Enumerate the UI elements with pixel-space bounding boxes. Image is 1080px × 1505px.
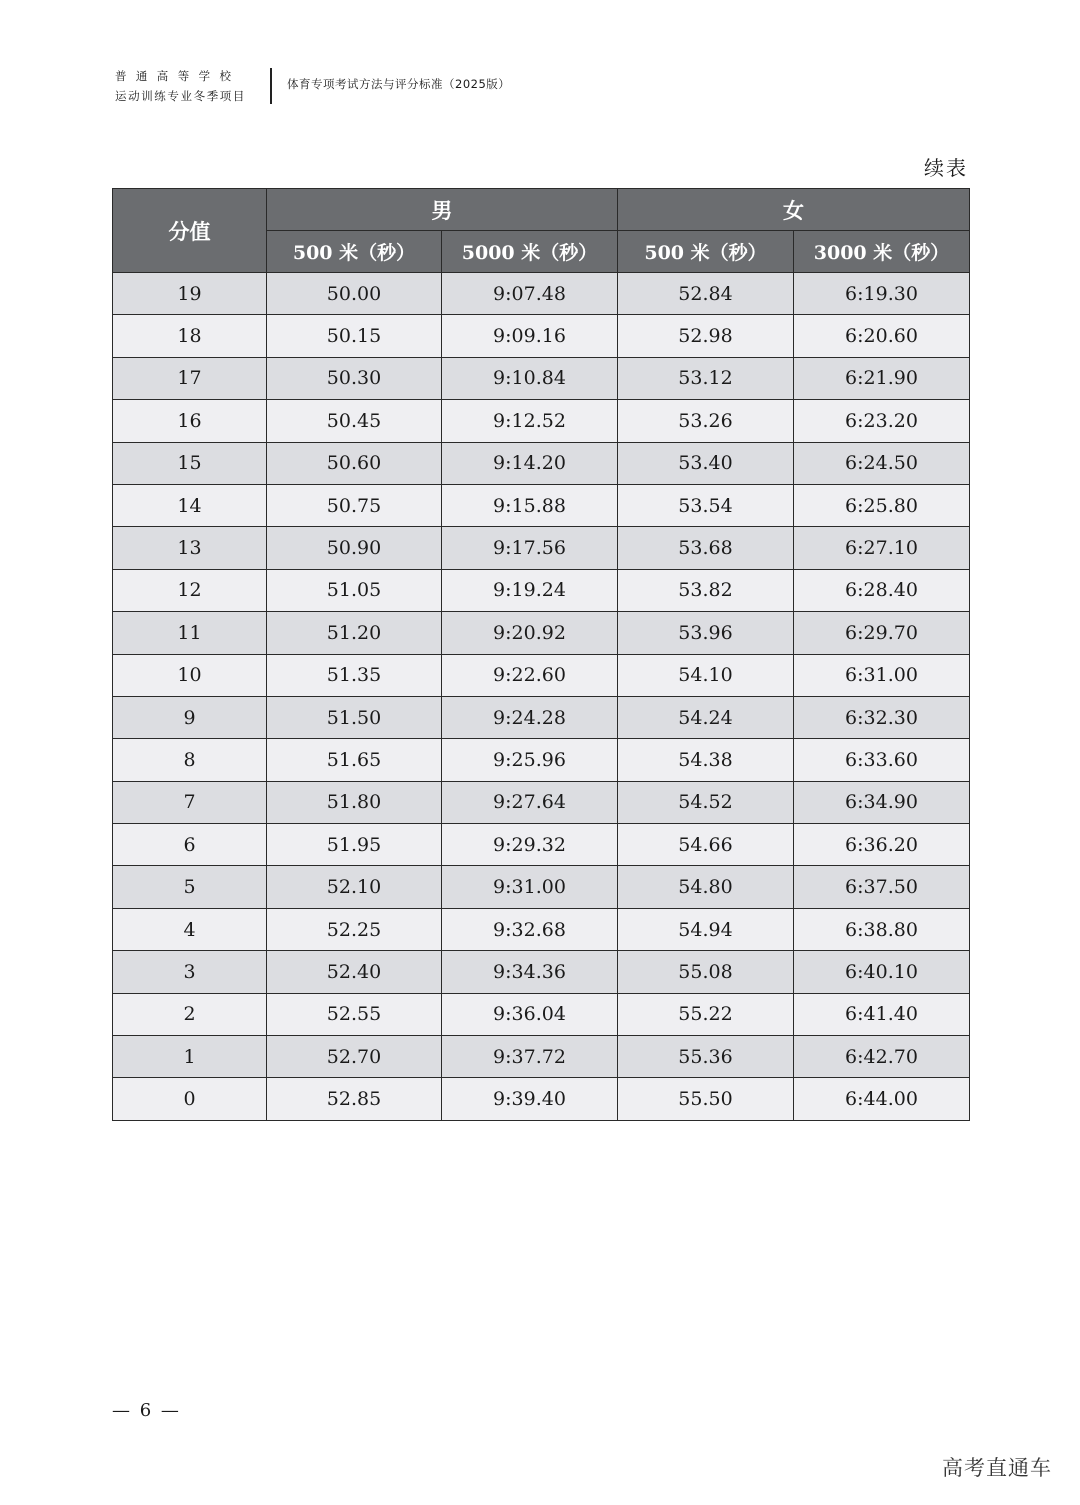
table-row	[113, 654, 970, 696]
score-column-header: 分值	[113, 189, 267, 273]
table-row	[113, 357, 970, 399]
page-number: — 6 —	[112, 1400, 181, 1421]
female-3000m-cell: 6:36.20	[794, 824, 970, 866]
male-500m-cell: 51.95	[267, 824, 442, 866]
male-500m-cell: 50.60	[267, 442, 442, 484]
male-500m-cell: 52.25	[267, 908, 442, 950]
score-cell: 3	[113, 951, 267, 993]
male-500m-cell: 52.70	[267, 1036, 442, 1078]
female-500m-cell: 55.22	[618, 993, 794, 1035]
table-row	[113, 315, 970, 357]
female-3000m-cell: 6:29.70	[794, 612, 970, 654]
male-5000m-cell: 9:07.48	[442, 273, 618, 315]
male-5000m-cell: 9:25.96	[442, 739, 618, 781]
male-5000m-cell: 9:15.88	[442, 484, 618, 526]
female-500m-cell: 53.26	[618, 400, 794, 442]
score-cell: 13	[113, 527, 267, 569]
table-body	[113, 273, 970, 1121]
table-row	[113, 569, 970, 611]
male-500m-cell: 51.50	[267, 696, 442, 738]
watermark-text: 高考直通车	[942, 1456, 1052, 1480]
male-500m-cell: 51.05	[267, 569, 442, 611]
female-500m-cell: 52.98	[618, 315, 794, 357]
male-group-header: 男	[267, 189, 618, 231]
male-5000m-cell: 9:29.32	[442, 824, 618, 866]
female-500m-cell: 52.84	[618, 273, 794, 315]
male-5000m-cell: 9:39.40	[442, 1078, 618, 1120]
female-3000m-cell: 6:21.90	[794, 357, 970, 399]
female-3000m-cell: 6:42.70	[794, 1036, 970, 1078]
female-500m-cell: 54.52	[618, 781, 794, 823]
female-3000m-cell: 6:38.80	[794, 908, 970, 950]
running-header-left	[115, 66, 257, 106]
male-5000m-cell: 9:22.60	[442, 654, 618, 696]
female-3000m-cell: 6:41.40	[794, 993, 970, 1035]
score-cell: 14	[113, 484, 267, 526]
score-cell: 7	[113, 781, 267, 823]
female-3000m-cell: 6:33.60	[794, 739, 970, 781]
female-3000m-cell: 6:37.50	[794, 866, 970, 908]
female-500m-cell: 55.08	[618, 951, 794, 993]
female-500m-cell: 54.24	[618, 696, 794, 738]
female-3000m-cell: 6:20.60	[794, 315, 970, 357]
male-5000m-cell: 9:27.64	[442, 781, 618, 823]
score-cell: 5	[113, 866, 267, 908]
table-row	[113, 1078, 970, 1120]
male-500m-cell: 51.80	[267, 781, 442, 823]
male-5000m-cell: 9:12.52	[442, 400, 618, 442]
scoring-table	[112, 188, 970, 1121]
header-program-line: 运动训练专业冬季项目	[115, 89, 246, 103]
table-row	[113, 951, 970, 993]
female-500m-cell: 55.50	[618, 1078, 794, 1120]
table-row	[113, 484, 970, 526]
score-cell: 15	[113, 442, 267, 484]
female-3000m-cell: 6:23.20	[794, 400, 970, 442]
female-500m-cell: 53.40	[618, 442, 794, 484]
score-cell: 10	[113, 654, 267, 696]
female-group-header: 女	[618, 189, 970, 231]
table-row	[113, 908, 970, 950]
male-5000m-cell: 9:34.36	[442, 951, 618, 993]
male-5000m-cell: 9:17.56	[442, 527, 618, 569]
female-3000m-cell: 6:40.10	[794, 951, 970, 993]
female-500m-cell: 55.36	[618, 1036, 794, 1078]
score-cell: 16	[113, 400, 267, 442]
female-500m-cell: 53.68	[618, 527, 794, 569]
male-5000m-cell: 9:19.24	[442, 569, 618, 611]
female-3000m-cell: 6:27.10	[794, 527, 970, 569]
female-500m-cell: 53.96	[618, 612, 794, 654]
male-500m-cell: 51.35	[267, 654, 442, 696]
score-cell: 0	[113, 1078, 267, 1120]
header-document-title: 体育专项考试方法与评分标准（2025版）	[287, 77, 511, 91]
female-500m-cell: 54.10	[618, 654, 794, 696]
score-cell: 6	[113, 824, 267, 866]
table-row	[113, 824, 970, 866]
female-3000m-cell: 6:31.00	[794, 654, 970, 696]
male-500m-cell: 52.85	[267, 1078, 442, 1120]
male-5000m-cell: 9:24.28	[442, 696, 618, 738]
male-5000m-cell: 9:09.16	[442, 315, 618, 357]
male-5000m-cell: 9:36.04	[442, 993, 618, 1035]
male-500m-cell: 50.45	[267, 400, 442, 442]
male-5000m-cell: 9:37.72	[442, 1036, 618, 1078]
male-5000m-cell: 9:31.00	[442, 866, 618, 908]
male-500m-cell: 51.65	[267, 739, 442, 781]
female-3000m-header: 3000 米（秒）	[794, 231, 970, 273]
female-3000m-cell: 6:19.30	[794, 273, 970, 315]
score-cell: 2	[113, 993, 267, 1035]
male-5000m-cell: 9:14.20	[442, 442, 618, 484]
female-500m-cell: 53.82	[618, 569, 794, 611]
table-row	[113, 866, 970, 908]
male-500m-cell: 50.90	[267, 527, 442, 569]
continued-table-label: 续表	[924, 156, 968, 180]
female-500m-cell: 54.94	[618, 908, 794, 950]
table-row	[113, 527, 970, 569]
score-cell: 1	[113, 1036, 267, 1078]
female-500m-cell: 54.80	[618, 866, 794, 908]
score-cell: 17	[113, 357, 267, 399]
score-cell: 9	[113, 696, 267, 738]
male-500m-cell: 52.40	[267, 951, 442, 993]
male-500m-cell: 50.75	[267, 484, 442, 526]
female-500m-cell: 54.38	[618, 739, 794, 781]
female-3000m-cell: 6:24.50	[794, 442, 970, 484]
male-500m-cell: 51.20	[267, 612, 442, 654]
female-3000m-cell: 6:32.30	[794, 696, 970, 738]
male-5000m-cell: 9:32.68	[442, 908, 618, 950]
female-500m-header: 500 米（秒）	[618, 231, 794, 273]
female-500m-cell: 54.66	[618, 824, 794, 866]
male-5000m-cell: 9:20.92	[442, 612, 618, 654]
score-cell: 18	[113, 315, 267, 357]
female-3000m-cell: 6:25.80	[794, 484, 970, 526]
male-5000m-header: 5000 米（秒）	[442, 231, 618, 273]
table-row	[113, 612, 970, 654]
male-500m-cell: 50.30	[267, 357, 442, 399]
score-cell: 12	[113, 569, 267, 611]
table-row	[113, 273, 970, 315]
header-divider	[270, 68, 272, 104]
female-3000m-cell: 6:28.40	[794, 569, 970, 611]
score-cell: 19	[113, 273, 267, 315]
table-row	[113, 696, 970, 738]
score-cell: 11	[113, 612, 267, 654]
male-500m-header: 500 米（秒）	[267, 231, 442, 273]
header-school-line: 普通高等学校	[115, 69, 241, 83]
female-500m-cell: 53.12	[618, 357, 794, 399]
female-3000m-cell: 6:34.90	[794, 781, 970, 823]
female-500m-cell: 53.54	[618, 484, 794, 526]
female-3000m-cell: 6:44.00	[794, 1078, 970, 1120]
table-row	[113, 442, 970, 484]
score-cell: 8	[113, 739, 267, 781]
male-500m-cell: 50.15	[267, 315, 442, 357]
male-500m-cell: 52.10	[267, 866, 442, 908]
table-row	[113, 993, 970, 1035]
table-row	[113, 1036, 970, 1078]
table-row	[113, 400, 970, 442]
table-row	[113, 781, 970, 823]
male-500m-cell: 50.00	[267, 273, 442, 315]
male-500m-cell: 52.55	[267, 993, 442, 1035]
male-5000m-cell: 9:10.84	[442, 357, 618, 399]
table-row	[113, 739, 970, 781]
score-cell: 4	[113, 908, 267, 950]
